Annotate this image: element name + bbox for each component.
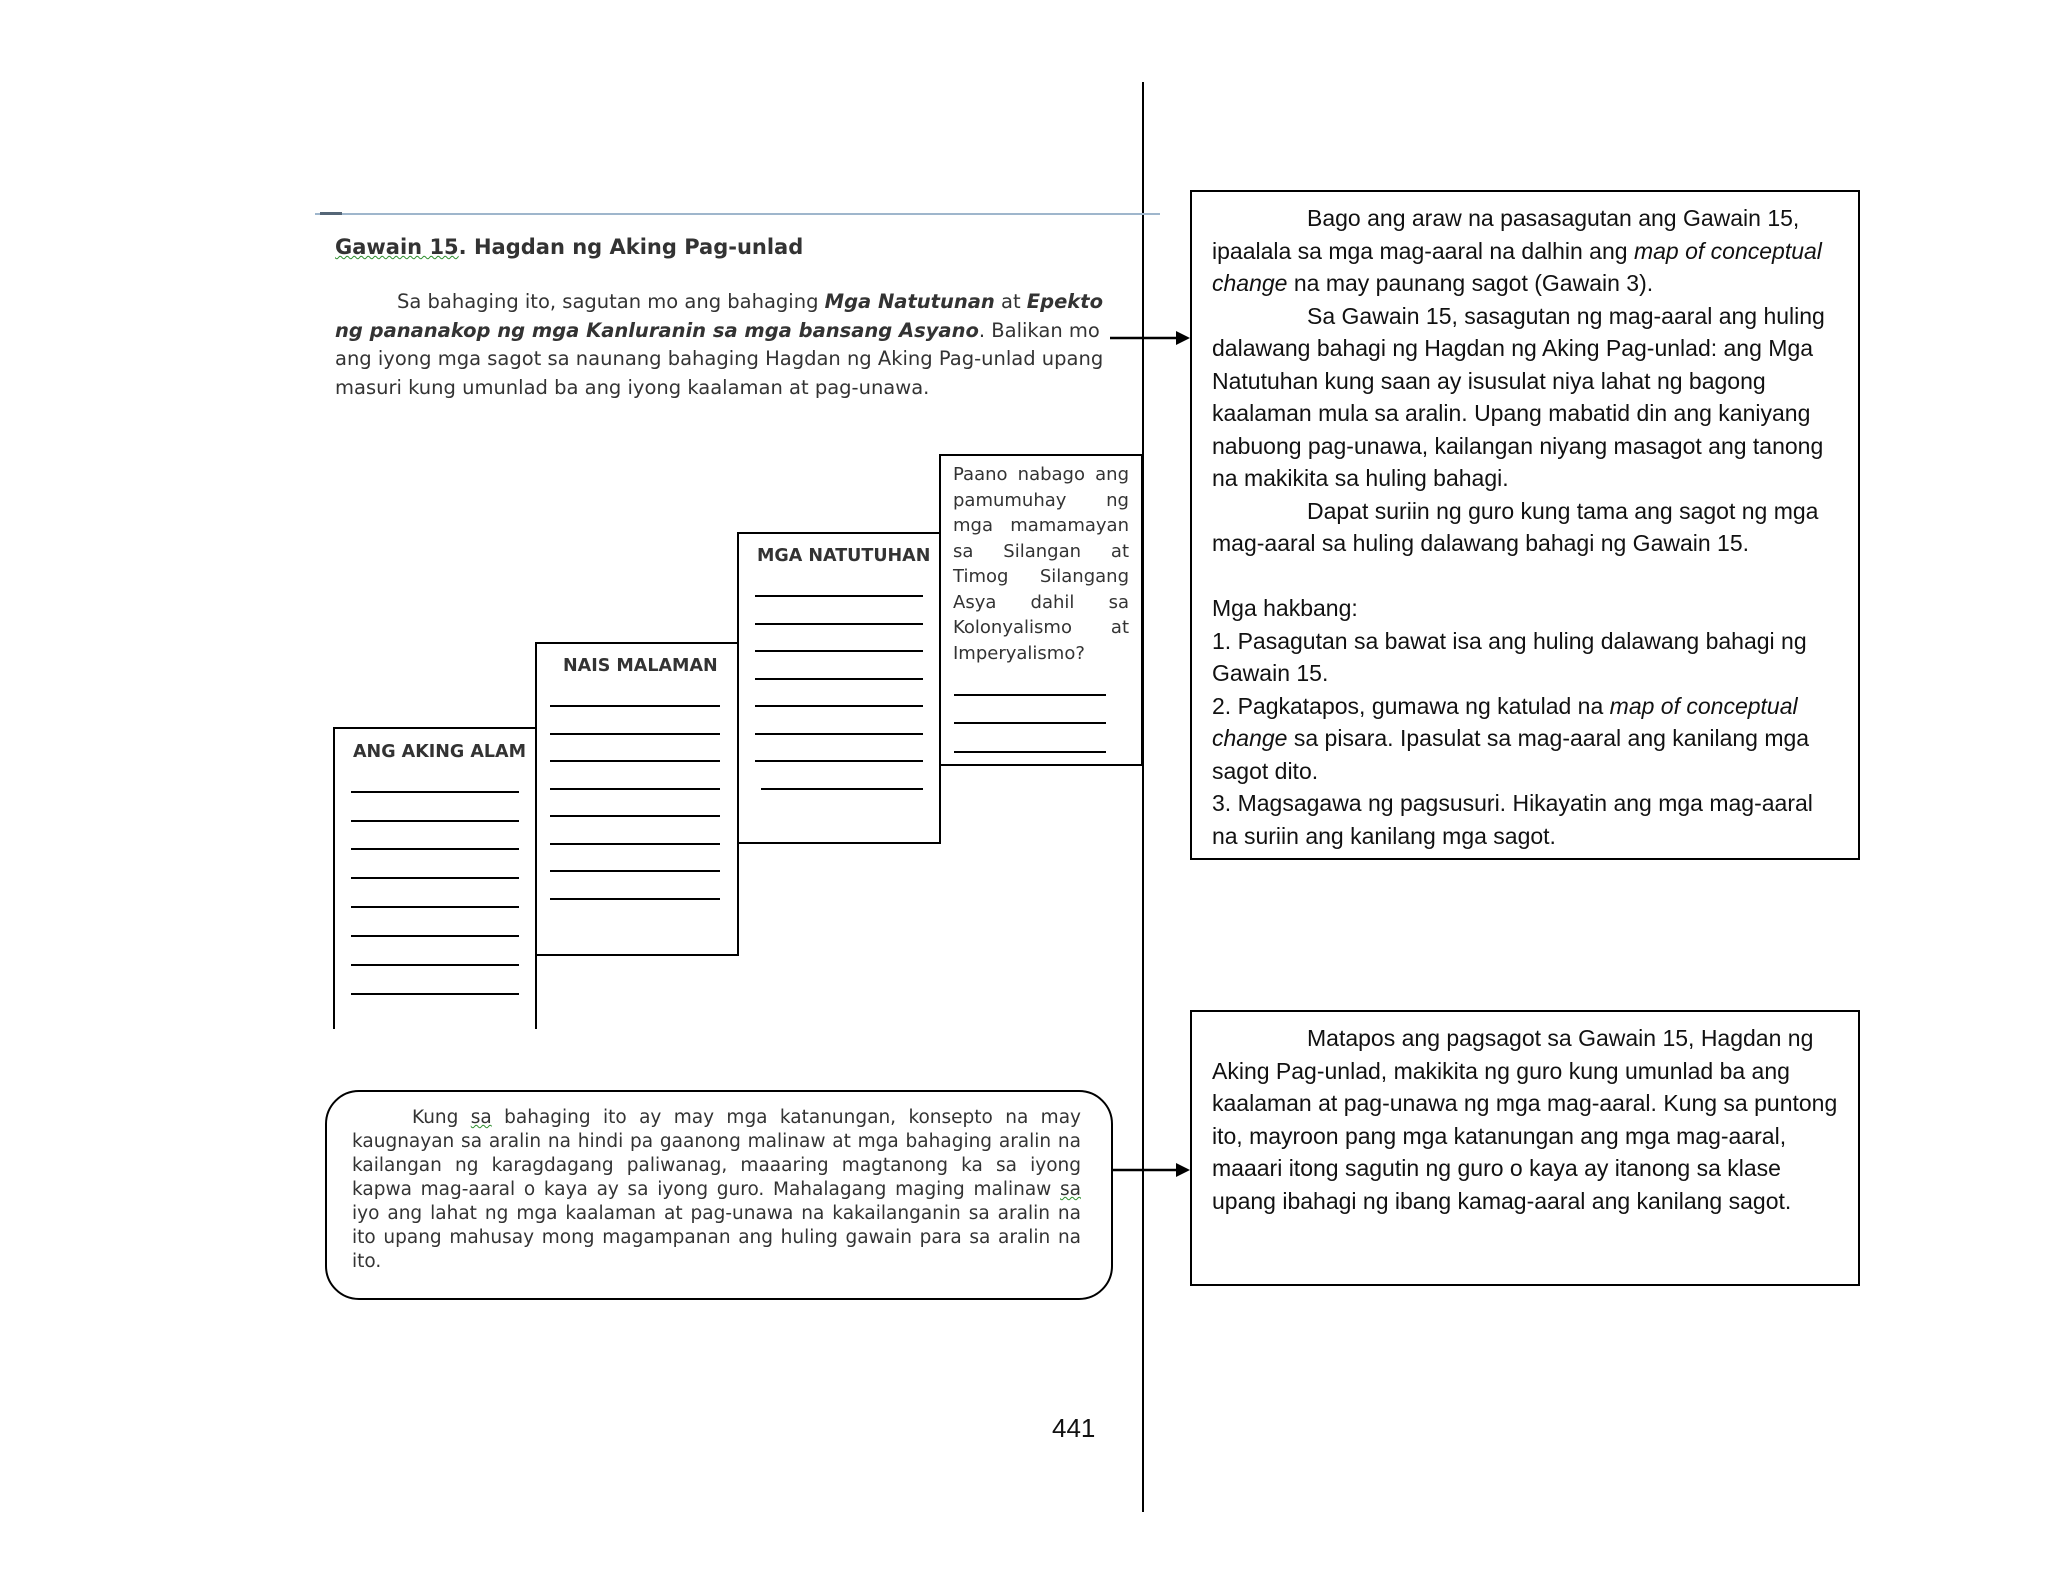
arrowhead-icon (1176, 331, 1190, 345)
note-paragraph: Dapat suriin ng guro kung tama ang sagot ng mga mag-aaral sa huling dalawang bahagi ng Gawain 15. (1212, 497, 1819, 556)
stair-step-label: ANG AKING ALAM (353, 742, 527, 762)
note-paragraph: Matapos ang pagsagot sa Gawain 15, Hagdan ng Aking Pag-unlad, makikita ng guro kung umunlad ba ang kaalaman at pag-unawa ng mga mag-aaral. Kung sa puntong ito, mayroon pang mga katanungan ang mga mag-aaral, maaari itong sagutin ng guro o kaya ay itanong sa klase upang ibahagi ng ibang kamag-aaral ang kanilang sagot. (1212, 1025, 1838, 1214)
arrowhead-icon (1176, 1163, 1190, 1177)
steps-heading: Mga hakbang: (1212, 595, 1358, 621)
page-number: 441 (1052, 1413, 1096, 1443)
step-item: 2. Pagkatapos, gumawa ng katulad na map of conceptual change sa pisara. Ipasulat sa mag-aaral ang kanilang mga sagot dito. (1212, 692, 1810, 784)
activity-instruction: Sa bahaging ito, sagutan mo ang bahaging Mga Natutunan at Epekto ng pananakop ng mga Kanluranin sa mga bansang Asyano. Balikan mo ang iyong mga sagot sa naunang bahaging Hagdan ng Aking Pag-unlad upang masuri kung umunlad ba ang iyong kaalaman at pag-unawa. (335, 290, 1104, 399)
stair-step-label: MGA NATUTUHAN (757, 546, 931, 566)
step-item: 3. Magsagawa ng pagsusuri. Hikayatin ang mga mag-aaral na suriin ang kanilang mga sagot. (1212, 790, 1813, 849)
reflection-bubble: Kung sa bahaging ito ay may mga katanungan, konsepto na may kaugnayan sa aralin na hindi pa gaanong malinaw at mga bahaging aralin na kailangan ng karagdagang paliwanag, maaaring magtanong ka sa iyong kapwa mag-aaral o kaya ay sa iyong guro. Mahalagang maging malinaw sa iyo ang lahat ng mga kaalaman at pag-unawa na kakailanganin sa aralin na ito upang mahusay mong magampanan ang huling gawain para sa aralin na ito. (325, 1090, 1113, 1300)
stair-step-label: NAIS MALAMAN (563, 656, 718, 676)
step-item: 1. Pasagutan sa bawat isa ang huling dalawang bahagi ng Gawain 15. (1212, 627, 1807, 686)
activity-title: Gawain 15. Hagdan ng Aking Pag-unlad (335, 235, 804, 259)
note-paragraph: Sa Gawain 15, sasagutan ng mag-aaral ang huling dalawang bahagi ng Hagdan ng Aking Pag-unlad: ang Mga Natutuhan kung saan ay isusulat niya lahat ng bagong kaalaman mula sa aralin. Upang mabatid din ang kaniyang nabuong pag-unawa, kailangan niyang masagot ang tanong na makikita sa huling bahagi. (1212, 302, 1825, 491)
stair-step-question-text: Paano nabago ang pamumuhay ng mga mamamayan sa Silangan at Timog Silangang Asya dahil sa Kolonyalismo at Imperyalismo? (953, 464, 1129, 664)
note-paragraph: Bago ang araw na pasasagutan ang Gawain 15, ipaalala sa mga mag-aaral na dalhin ang map of conceptual change na may paunang sagot (Gawain 3). (1212, 205, 1822, 296)
